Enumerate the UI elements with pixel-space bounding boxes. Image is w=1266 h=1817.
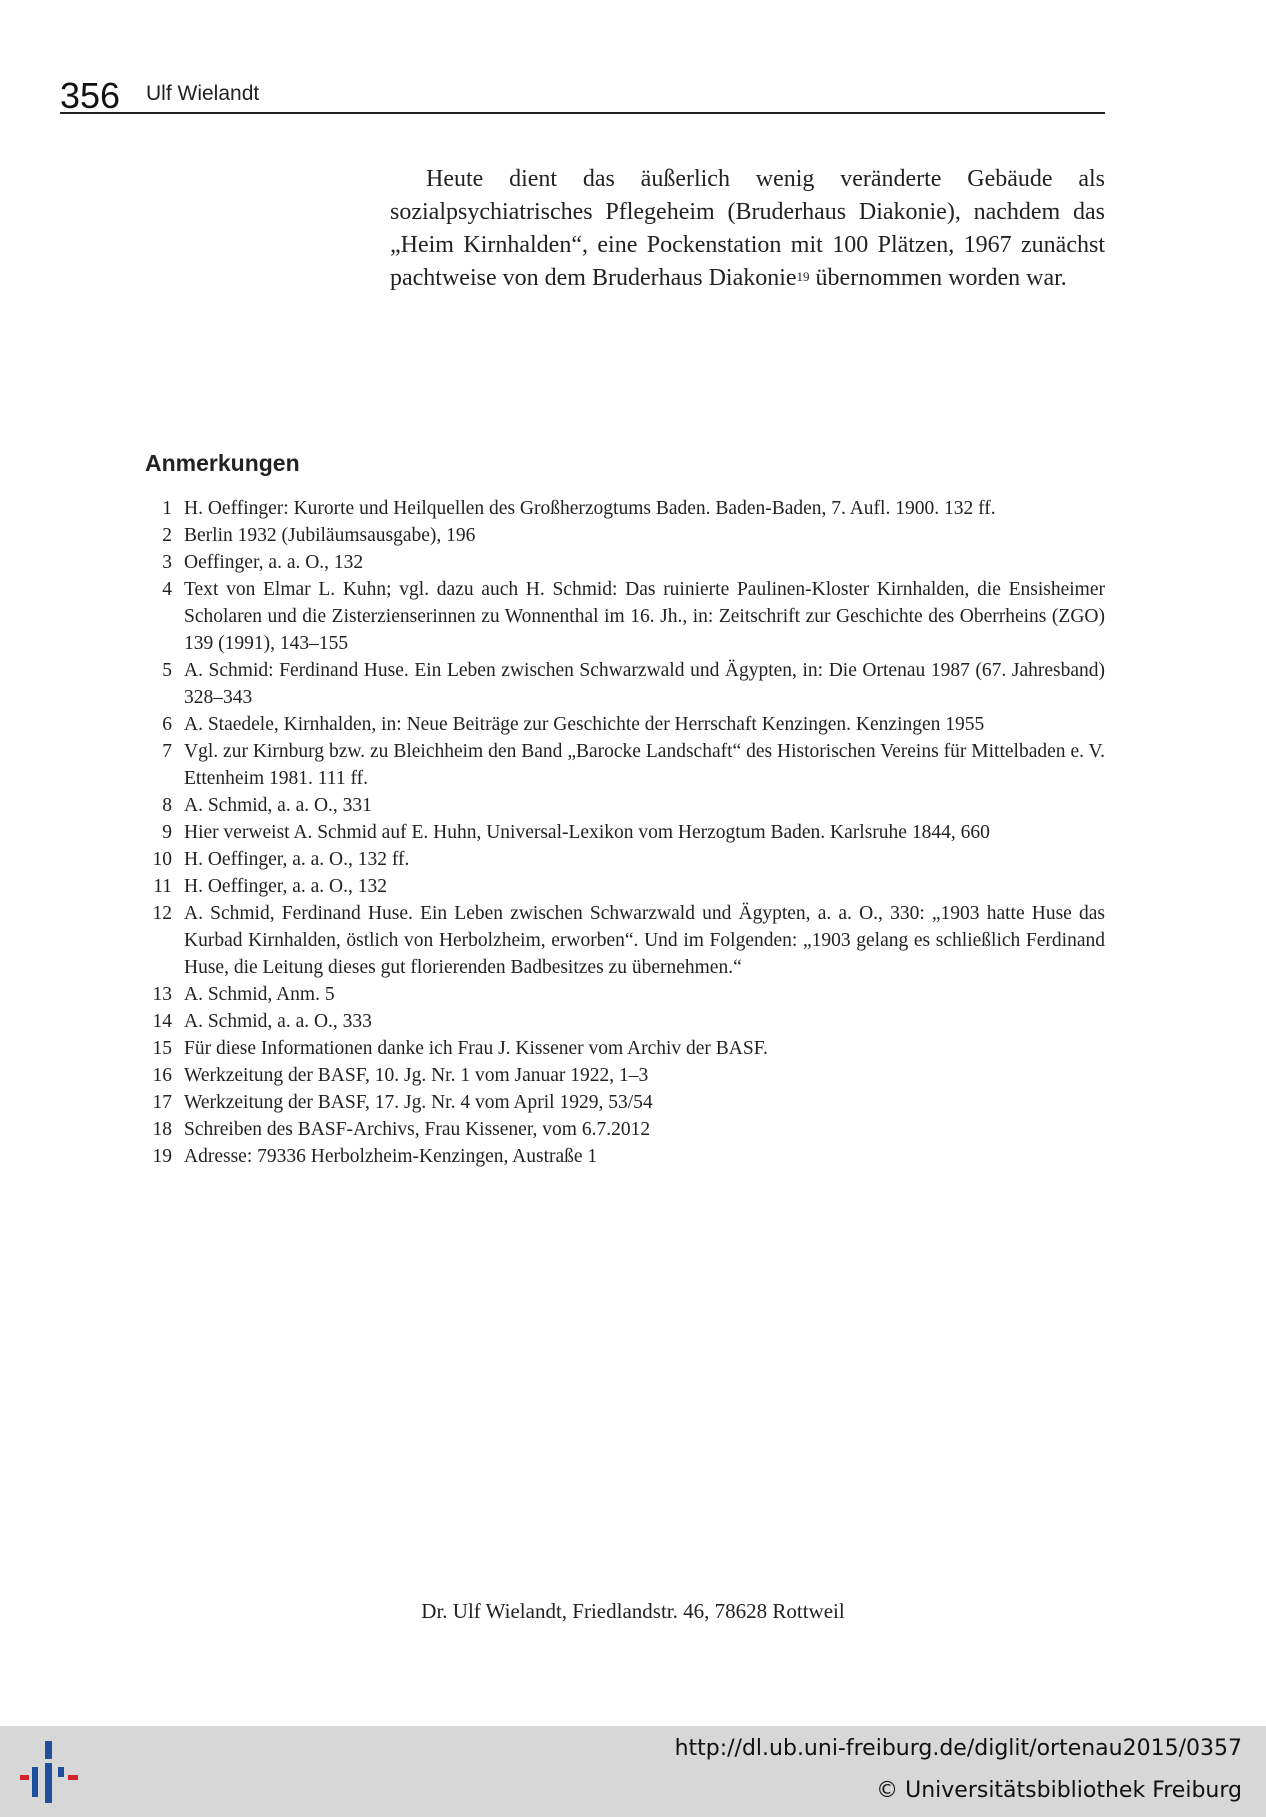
note-text: A. Staedele, Kirnhalden, in: Neue Beiträge zur Geschichte der Herrschaft Kenzingen. Kenzingen 1955 [184,714,985,735]
note-item [140,1062,1105,1089]
author-address: Dr. Ulf Wielandt, Friedlandstr. 46, 78628 Rottweil [421,1599,845,1623]
note-number: 19 [152,1146,172,1167]
note-text: Oeffinger, a. a. O., 132 [184,552,364,573]
note-text: A. Schmid, a. a. O., 333 [184,1011,372,1032]
note-item [140,873,1105,900]
note-item [140,576,1105,657]
note-item [140,1008,1105,1035]
note-number: 14 [152,1011,172,1032]
note-item [140,549,1105,576]
notes-heading: Anmerkungen [145,450,300,476]
note-item [140,738,1105,792]
note-item [140,711,1105,738]
note-item [140,819,1105,846]
note-text: Für diese Informationen danke ich Frau J. Kissener vom Archiv der BASF. [184,1038,768,1059]
body-text [390,163,1105,295]
paragraph-text: Heute dient das äußerlich wenig veränderte Gebäude als sozialpsychiatrisches Pflegeheim (Bruderhaus Diakonie), nachdem das „Heim Kirnhalden“, eine Pockenstation mit 100 Plätzen, 1967 zunächst pachtweise von dem Bruderhaus Diakonie [390,166,1105,291]
body-paragraph [390,163,1105,295]
notes-list [140,495,1105,1170]
note-text: H. Oeffinger: Kurorte und Heilquellen des Großherzogtums Baden. Baden-Baden, 7. Aufl. 1900. 132 ff. [184,498,996,519]
note-number: 10 [152,849,172,870]
note-number: 7 [162,741,172,762]
note-text: A. Schmid: Ferdinand Huse. Ein Leben zwischen Schwarzwald und Ägypten, in: Die Ortenau 1987 (67. Jahresband) 328–343 [184,660,1105,708]
note-number: 18 [152,1119,172,1140]
note-item [140,981,1105,1008]
note-number: 3 [162,552,172,573]
note-number: 16 [152,1065,172,1086]
note-text: Adresse: 79336 Herbolzheim-Kenzingen, Austraße 1 [184,1146,598,1167]
note-item [140,1089,1105,1116]
note-item [140,1143,1105,1170]
note-number: 17 [152,1092,172,1113]
page-number: 356 [60,75,121,116]
note-number: 15 [152,1038,172,1059]
ub-freiburg-logo-icon [18,1739,80,1805]
footer-url-link[interactable]: http://dl.ub.uni-freiburg.de/diglit/ortenau2015/0357 [674,1736,1242,1761]
note-number: 8 [162,795,172,816]
note-text: A. Schmid, Ferdinand Huse. Ein Leben zwischen Schwarzwald und Ägypten, a. a. O., 330: „1903 hatte Huse das Kurbad Kirnhalden, östlich von Herbolzheim, erworben“. Und im Folgenden: „1903 gelang es schließlich Ferdinand Huse, die Leitung dieses gut florierenden Badbesitzes zu übernehmen.“ [184,903,1105,978]
note-item [140,657,1105,711]
note-number: 5 [162,660,172,681]
note-text: Schreiben des BASF-Archivs, Frau Kissener, vom 6.7.2012 [184,1119,651,1140]
note-item [140,1116,1105,1143]
note-text: Berlin 1932 (Jubiläumsausgabe), 196 [184,525,476,546]
note-text: Hier verweist A. Schmid auf E. Huhn, Universal-Lexikon vom Herzogtum Baden. Karlsruhe 1844, 660 [184,822,990,843]
footnote-ref[interactable]: 19 [796,269,810,284]
note-text: H. Oeffinger, a. a. O., 132 ff. [184,849,410,870]
note-item [140,522,1105,549]
note-number: 12 [152,903,172,924]
note-number: 4 [162,579,172,600]
note-text: Vgl. zur Kirnburg bzw. zu Bleichheim den Band „Barocke Landschaft“ des Historischen Vereins für Mittelbaden e. V. Ettenheim 1981. 111 ff. [184,741,1105,789]
note-item [140,495,1105,522]
note-number: 11 [153,876,172,897]
note-item [140,792,1105,819]
note-text: Werkzeitung der BASF, 17. Jg. Nr. 4 vom April 1929, 53/54 [184,1092,653,1113]
note-item [140,900,1105,981]
note-number: 1 [162,498,172,519]
note-number: 2 [162,525,172,546]
note-item [140,846,1105,873]
note-text: A. Schmid, Anm. 5 [184,984,335,1005]
note-number: 13 [152,984,172,1005]
note-text: Werkzeitung der BASF, 10. Jg. Nr. 1 vom Januar 1922, 1–3 [184,1065,649,1086]
note-text: H. Oeffinger, a. a. O., 132 [184,876,388,897]
footer-copyright: © Universitätsbibliothek Freiburg [876,1778,1242,1803]
note-item [140,1035,1105,1062]
paragraph-tail: übernommen worden war. [809,265,1067,291]
page-header [60,75,1105,116]
note-number: 9 [162,822,172,843]
note-number: 6 [162,714,172,735]
note-text: Text von Elmar L. Kuhn; vgl. dazu auch H. Schmid: Das ruinierte Paulinen-Kloster Kirnhalden, die Ensisheimer Scholaren und die Zisterzienserinnen zu Wonnenthal im 16. Jh., in: Zeitschrift zur Geschichte des Oberrheins (ZGO) 139 (1991), 143–155 [184,579,1105,654]
running-head: Ulf Wielandt [146,82,260,105]
note-text: A. Schmid, a. a. O., 331 [184,795,372,816]
